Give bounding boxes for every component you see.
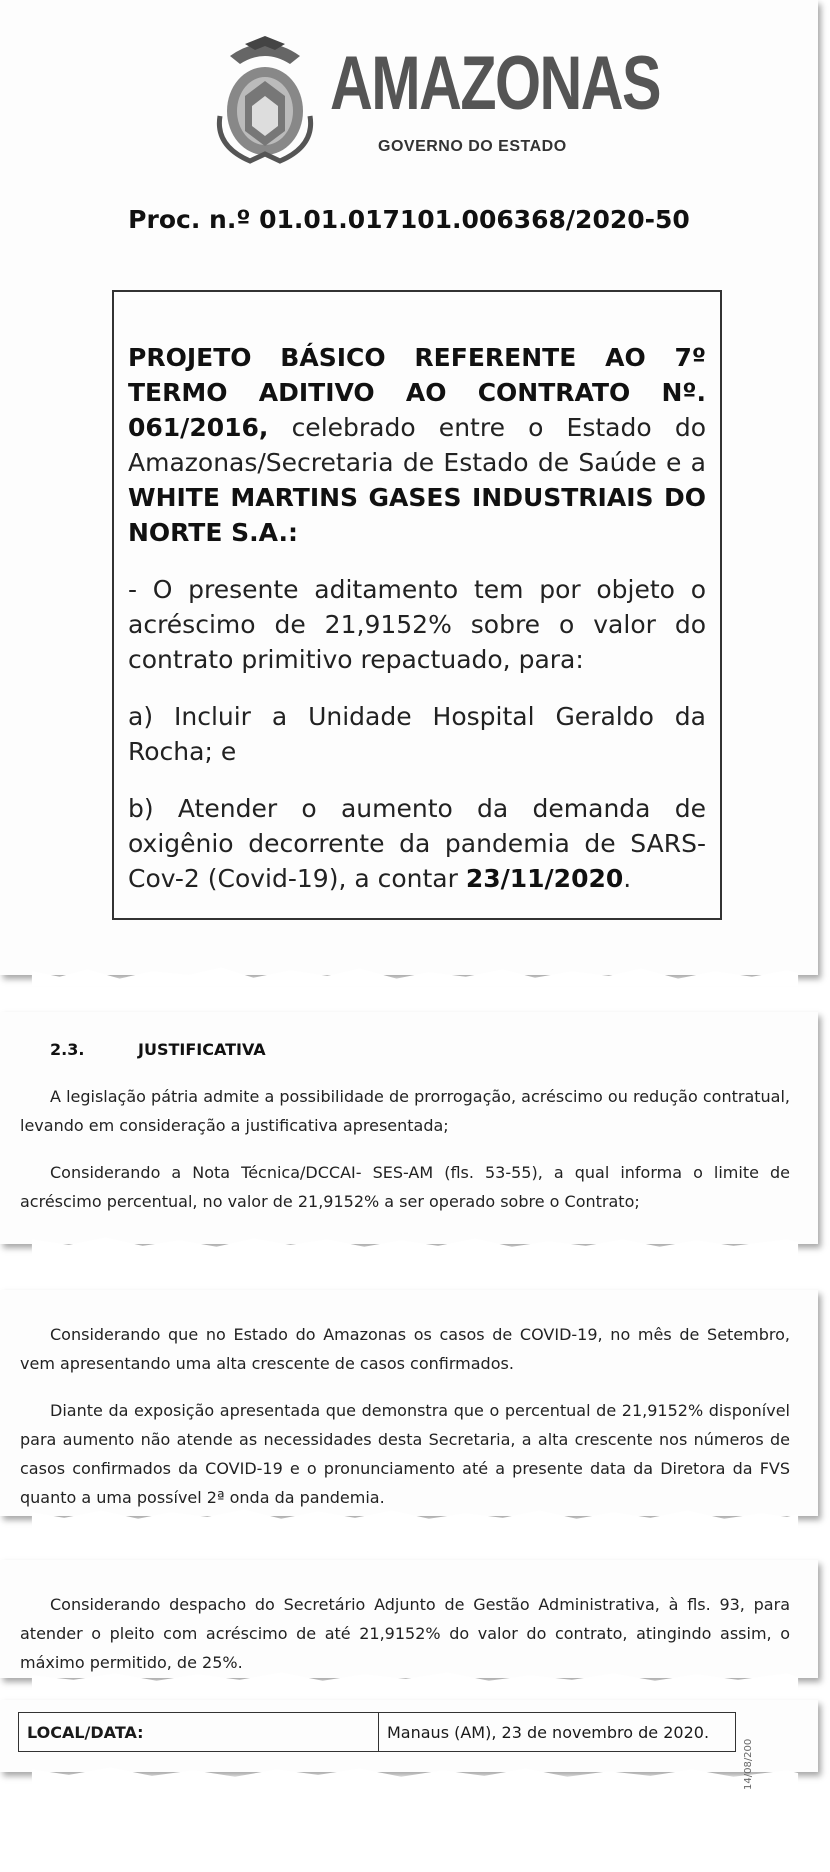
box-period: . (623, 864, 632, 893)
section-title: JUSTIFICATIVA (138, 1040, 266, 1059)
section-heading (50, 1040, 266, 1059)
box-paragraph-2: - O presente aditamento tem por objeto o acréscimo de 21,9152% sobre o valor do contrato primitivo repactuado, para: (128, 575, 706, 674)
box-text: celebrado entre o Estado do Amazonas/Secretaria de Estado de Saúde e a (128, 413, 706, 477)
box-paragraph-1 (128, 340, 706, 550)
paragraph-covid-cases: Considerando que no Estado do Amazonas os casos de COVID-19, no mês de Setembro, vem apresentando uma alta crescente de casos confirmados. (20, 1325, 790, 1373)
box-bold-date: 23/11/2020 (465, 864, 624, 893)
paragraph-nota-tecnica: Considerando a Nota Técnica/DCCAI- SES-AM (fls. 53-55), a qual informa o limite de acréscimo percentual, no valor de 21,9152% a ser operado sobre o Contrato; (20, 1163, 790, 1211)
torn-edge (0, 1232, 830, 1256)
box-text-b: b) Atender o aumento da demanda de oxigênio decorrente da pandemia de SARS-Cov-2 (Covid-19), a contar (128, 794, 706, 893)
box-paragraph-3: a) Incluir a Unidade Hospital Geraldo da Rocha; e (128, 702, 706, 766)
paragraph-despacho: Considerando despacho do Secretário Adjunto de Gestão Administrativa, à fls. 93, para atender o pleito com acréscimo de até 21,9152% do valor do contrato, atingindo assim, o máximo permitido, de 25%. (20, 1595, 790, 1672)
margin-stamp: 14/08/200 (743, 1738, 754, 1790)
local-date-value: Manaus (AM), 23 de novembro de 2020. (387, 1722, 710, 1742)
paragraph-exposicao: Diante da exposição apresentada que demonstra que o percentual de 21,9152% disponível para aumento não atende as necessidades desta Secretaria, a alta crescente nos números de casos confirmados da COVID-19 e o pronunciamento até a presente data da Diretora da FVS quanto a uma possível 2ª onda da pandemia. (20, 1401, 790, 1507)
logo (210, 28, 661, 168)
local-date-table (18, 1712, 736, 1752)
brand-name: AMAZONAS (330, 41, 661, 126)
local-date-label: LOCAL/DATA: (19, 1713, 379, 1751)
section-number: 2.3. (50, 1040, 85, 1059)
torn-edge (0, 1762, 830, 1786)
torn-edge (0, 962, 830, 986)
box-bold-company: WHITE MARTINS GASES INDUSTRIAIS DO NORTE S.A.: (128, 483, 706, 547)
brand-subtitle: GOVERNO DO ESTADO (378, 138, 567, 155)
box-bold-heading: PROJETO BÁSICO REFERENTE AO 7º TERMO ADITIVO AO CONTRATO Nº. 061/2016, (128, 343, 706, 442)
summary-box (112, 290, 722, 920)
process-number: Proc. n.º 01.01.017101.006368/2020-50 (128, 205, 690, 234)
coat-of-arms-icon (210, 36, 320, 166)
paragraph-legislacao: A legislação pátria admite a possibilidade de prorrogação, acréscimo ou redução contratual, levando em consideração a justificativa apresentada; (20, 1087, 790, 1135)
box-paragraph-4 (128, 791, 706, 896)
